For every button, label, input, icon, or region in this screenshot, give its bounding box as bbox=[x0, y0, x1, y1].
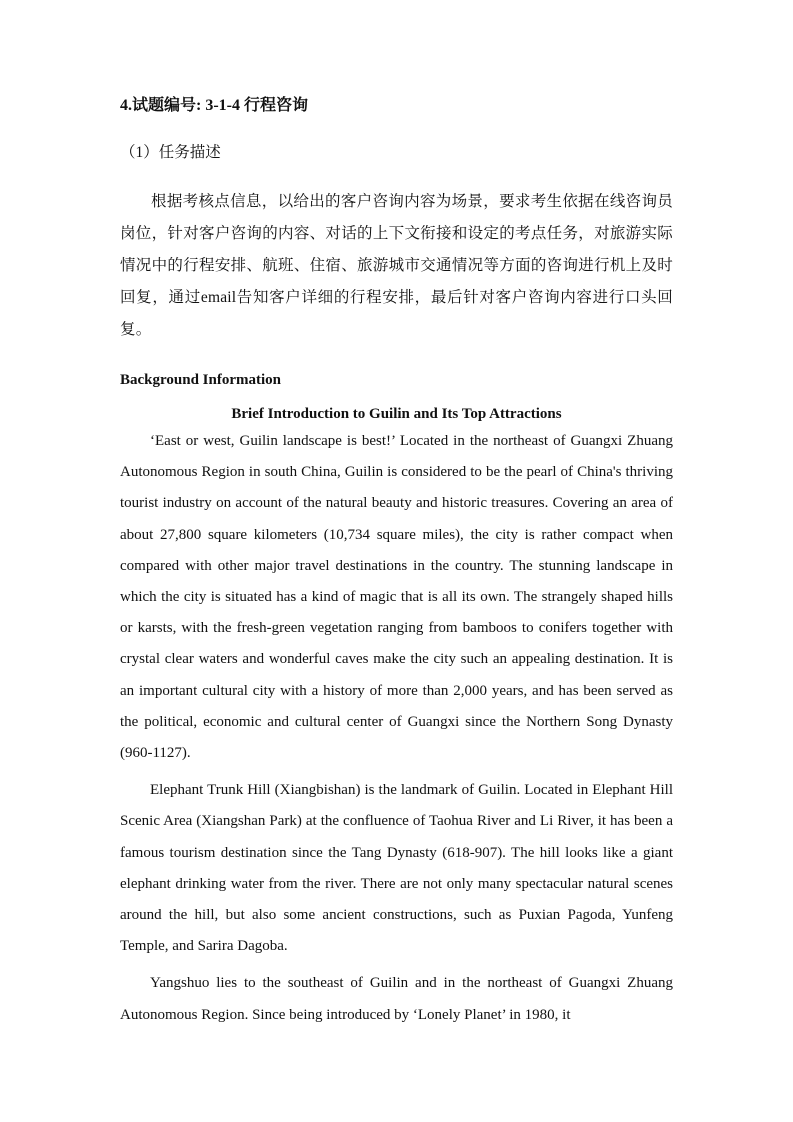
paragraph-elephant-trunk-hill: Elephant Trunk Hill (Xiangbishan) is the landmark of Guilin. Located in Elephant Hill Scenic Area (Xiangshan Park) at the confluence of Taohua River and Li River, it has been a famous tourism destination since the Tang Dynasty (618-907). The hill looks like a giant elephant drinking water from the river. There are not only many spectacular natural scenes around the hill, but also some ancient constructions, such as Puxian Pagoda, Yunfeng Temple, and Sarira Dagoba. bbox=[120, 782, 673, 955]
task-description: 根据考核点信息，以给出的客户咨询内容为场景，要求考生依据在线咨询员岗位，针对客户咨询的内容、对话的上下文衔接和设定的考点任务，对旅游实际情况中的行程安排、航班、住宿、旅游城市交通情况等方面的咨询进行机上及时回复，通过email告知客户详细的行程安排，最后针对客户咨询内容进行口头回复。 bbox=[120, 193, 673, 338]
background-title: Background Information bbox=[120, 372, 282, 388]
article-title: Brief Introduction to Guilin and Its Top Attractions bbox=[231, 406, 562, 422]
paragraph-yangshuo: Yangshuo lies to the southeast of Guilin and in the northeast of Guangxi Zhuang Autonomous Region. Since being introduced by ‘Lonely Planet’ in 1980, it bbox=[120, 975, 673, 1023]
paragraph-guilin-intro: ‘East or west, Guilin landscape is best!’ Located in the northeast of Guangxi Zhuang Autonomous Region in south China, Guilin is considered to be the pearl of China's thriving tourist industry on account of the natural beauty and historic treasures. Covering an area of about 27,800 square kilometers (10,734 square miles), the city is rather compact when compared with other major travel destinations in the country. The stunning landscape in which the city is situated has a kind of magic that is all its own. The strangely shaped hills or karsts, with the fresh-green vegetation ranging from bamboos to conifers together with crystal clear waters and wonderful caves make the city such an appealing destination. It is an important cultural city with a history of more than 2,000 years, and has been served as the political, economic and cultural center of Guangxi since the Northern Song Dynasty (960-1127). bbox=[120, 433, 673, 762]
item-heading: 4.试题编号: 3-1-4 行程咨询 bbox=[120, 97, 308, 114]
document-body bbox=[120, 92, 673, 1031]
task-label: （1）任务描述 bbox=[120, 144, 221, 161]
